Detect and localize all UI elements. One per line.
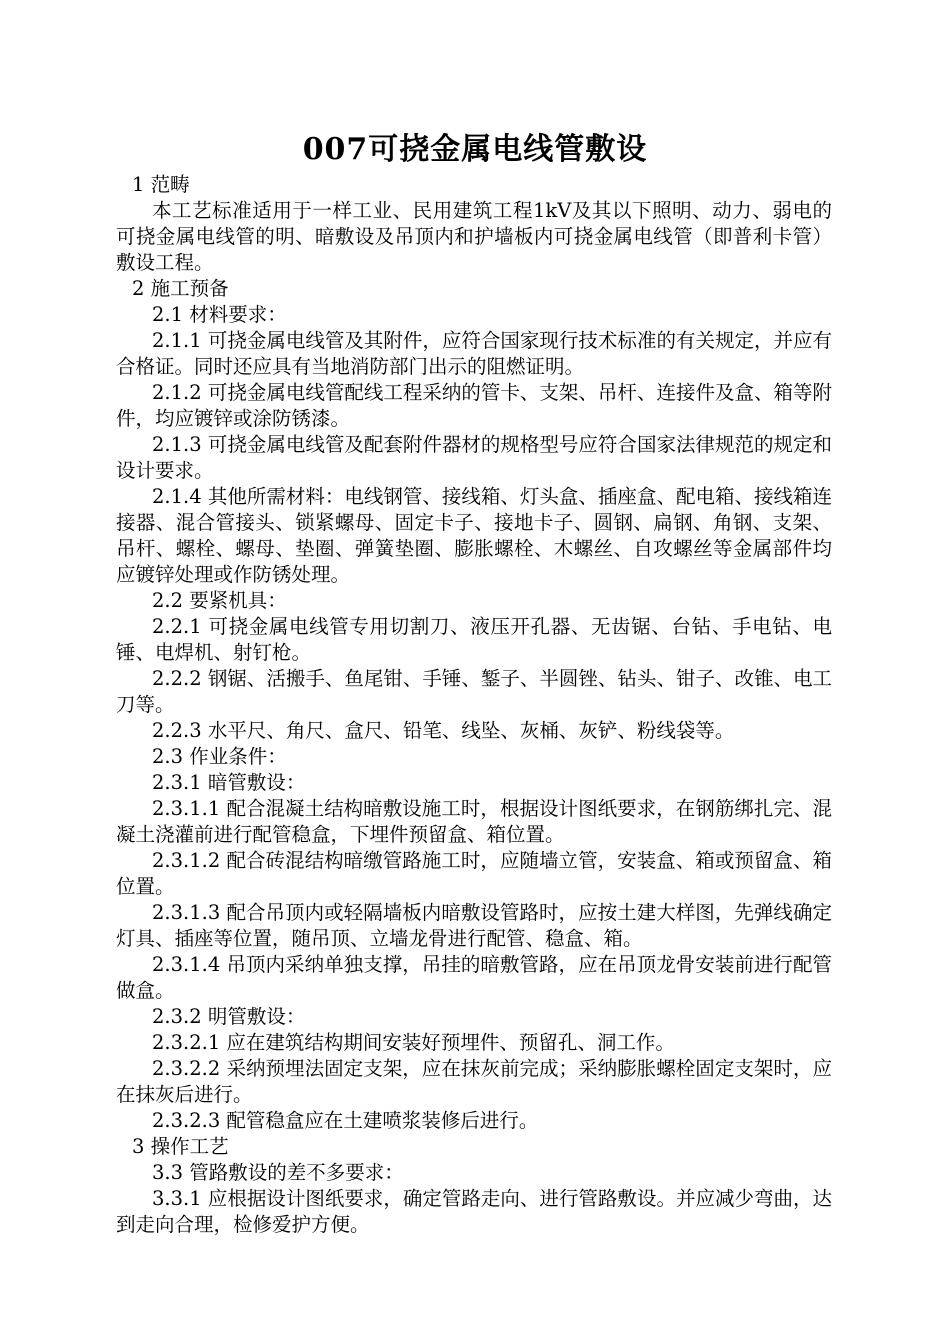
paragraph: 2.1.2 可挠金属电线管配线工程采纳的管卡、支架、吊杆、连接件及盒、箱等附件，均应镀锌或涂防锈漆。 xyxy=(116,381,832,430)
paragraph: 2.3.1.1 配合混凝土结构暗敷设施工时，根据设计图纸要求，在钢筋绑扎完、混凝土浇灌前进行配管稳盒，下埋件预留盒、箱位置。 xyxy=(116,797,832,846)
section-heading: 2.1 材料要求： xyxy=(152,303,287,326)
paragraph: 2.3.2.2 采纳预埋法固定支架，应在抹灰前完成；采纳膨胀螺栓固定支架时，应在抹灰后进行。 xyxy=(116,1057,832,1106)
paragraph: 2.2.1 可挠金属电线管专用切割刀、液压开孔器、无齿锯、台钻、手电钻、电锤、电焊机、射钉枪。 xyxy=(116,615,832,664)
document-body xyxy=(116,172,832,1238)
section-heading: 2.3 作业条件： xyxy=(152,745,287,768)
section-heading: 3.3 管路敷设的差不多要求： xyxy=(152,1161,404,1184)
document-title: 007可挠金属电线管敷设 xyxy=(302,132,648,167)
section-heading: 2.3.2 明管敷设： xyxy=(152,1005,306,1028)
paragraph: 2.3.2.3 配管稳盒应在土建喷浆装修后进行。 xyxy=(152,1109,539,1132)
paragraph: 2.2.2 钢锯、活搬手、鱼尾钳、手锤、錾子、半圆锉、钻头、钳子、改锥、电工刀等。 xyxy=(116,667,832,716)
paragraph: 2.2.3 水平尺、角尺、盒尺、铅笔、线坠、灰桶、灰铲、粉线袋等。 xyxy=(152,719,735,742)
paragraph: 3.3.1 应根据设计图纸要求，确定管路走向、进行管路敷设。并应减少弯曲，达到走向合理，检修爱护方便。 xyxy=(116,1187,832,1236)
section-heading: 1 范畴 xyxy=(132,173,190,196)
paragraph: 2.3.1.4 吊顶内采纳单独支撑，吊挂的暗敷管路，应在吊顶龙骨安装前进行配管做盒。 xyxy=(116,953,832,1002)
section-heading: 3 操作工艺 xyxy=(132,1135,229,1158)
paragraph: 本工艺标准适用于一样工业、民用建筑工程1kV及其以下照明、动力、弱电的可挠金属电线管的明、暗敷设及吊顶内和护墙板内可挠金属电线管（即普利卡管）敷设工程。 xyxy=(116,199,832,274)
paragraph: 2.1.3 可挠金属电线管及配套附件器材的规格型号应符合国家法律规范的规定和设计要求。 xyxy=(116,433,832,482)
section-heading: 2.3.1 暗管敷设： xyxy=(152,771,306,794)
paragraph: 2.1.4 其他所需材料：电线钢管、接线箱、灯头盒、插座盒、配电箱、接线箱连接器、混合管接头、锁紧螺母、固定卡子、接地卡子、圆钢、扁钢、角钢、支架、吊杆、螺栓、螺母、垫圈、弹簧垫圈、膨胀螺栓、木螺丝、自攻螺丝等金属部件均应镀锌处理或作防锈处理。 xyxy=(116,485,832,586)
section-heading: 2 施工预备 xyxy=(132,277,229,300)
paragraph: 2.1.1 可挠金属电线管及其附件，应符合国家现行技术标准的有关规定，并应有合格证。同时还应具有当地消防部门出示的阻燃证明。 xyxy=(116,329,832,378)
section-heading: 2.2 要紧机具： xyxy=(152,589,287,612)
paragraph: 2.3.1.3 配合吊顶内或轻隔墙板内暗敷设管路时，应按土建大样图，先弹线确定灯具、插座等位置，随吊顶、立墙龙骨进行配管、稳盒、箱。 xyxy=(116,901,832,950)
paragraph: 2.3.2.1 应在建筑结构期间安装好预埋件、预留孔、洞工作。 xyxy=(152,1031,675,1054)
paragraph: 2.3.1.2 配合砖混结构暗缴管路施工时，应随墙立管，安装盒、箱或预留盒、箱位置。 xyxy=(116,849,832,898)
